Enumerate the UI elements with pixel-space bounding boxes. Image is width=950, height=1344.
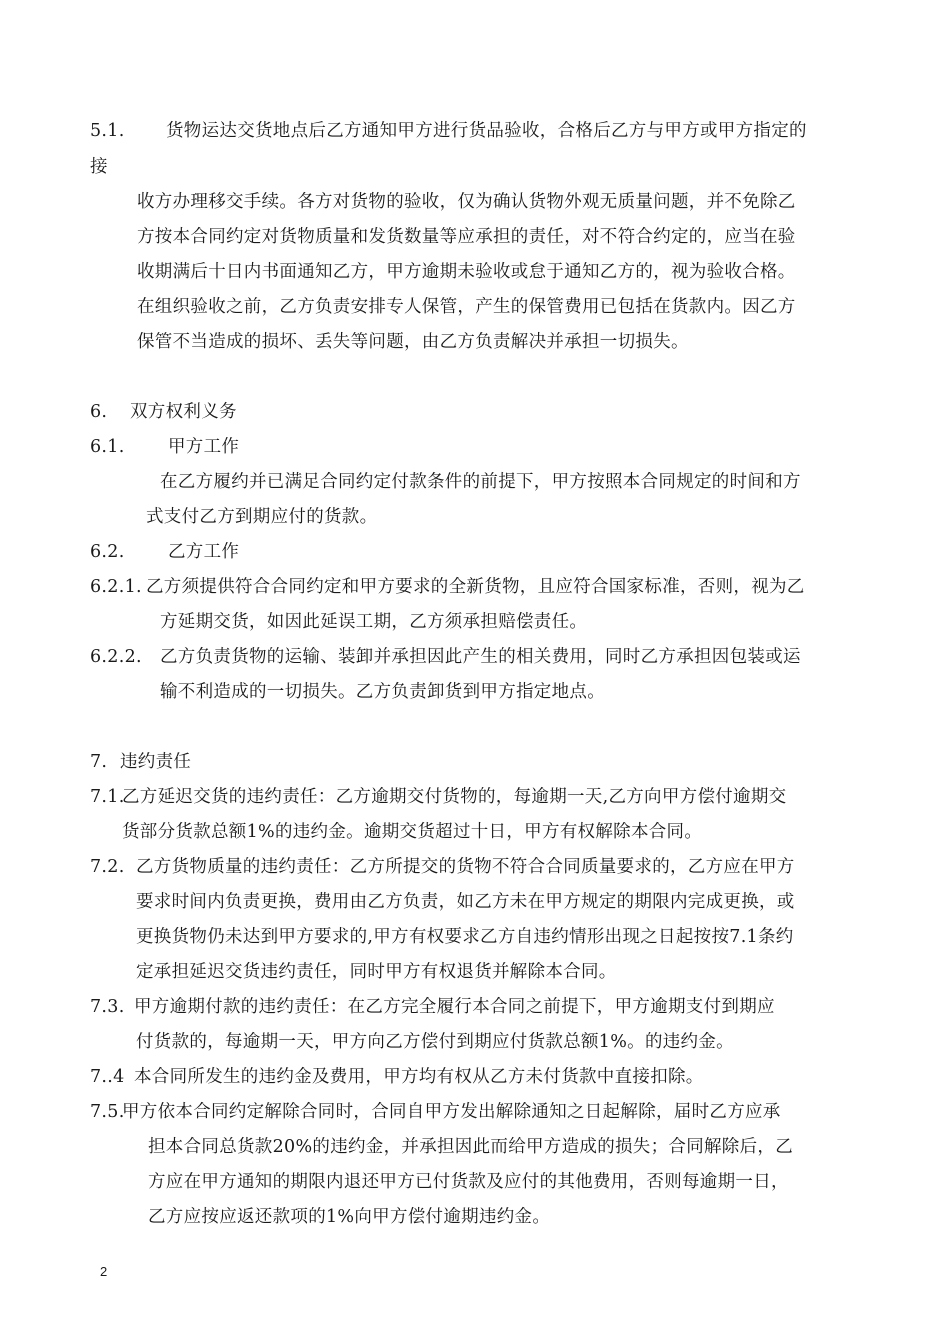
clause-7-5-line-4: 乙方应按应返还款项的1%向甲方偿付逾期违约金。: [148, 1207, 551, 1227]
clause-text: 乙方货物质量的违约责任：乙方所提交的货物不符合合同质量要求的，乙方应在甲方: [136, 857, 795, 877]
clause-7-2-line-2: 要求时间内负责更换，费用由乙方负责，如乙方未在甲方规定的期限内完成更换，或: [136, 892, 795, 912]
clause-6-1-line-2: 式支付乙方到期应付的货款。: [146, 507, 378, 527]
section-number: 7.: [90, 752, 108, 772]
clause-number: 5.1.: [90, 121, 125, 141]
section-number: 6.: [90, 402, 108, 422]
clause-number: 7.1.: [90, 787, 125, 807]
clause-7-3-line-2: 付货款的，每逾期一天，甲方向乙方偿付到期应付货款总额1%。的违约金。: [136, 1032, 734, 1052]
clause-5-1-line-5: 在组织验收之前，乙方负责安排专人保管，产生的保管费用已包括在货款内。因乙方: [137, 297, 796, 317]
clause-number: 7.3.: [90, 997, 125, 1017]
clause-number: 7..4: [90, 1067, 125, 1087]
clause-text: 乙方须提供符合合同约定和甲方要求的全新货物，且应符合国家标准，否则，视为乙: [146, 577, 805, 597]
clause-7-2-line-3: 更换货物仍未达到甲方要求的,甲方有权要求乙方自违约情形出现之日起按按7.1条约: [136, 927, 794, 947]
clause-number: 6.1.: [90, 437, 125, 457]
clause-number: 7.5.: [90, 1102, 125, 1122]
clause-7-5-line-2: 担本合同总货款20%的违约金，并承担因此而给甲方造成的损失；合同解除后，乙: [148, 1137, 793, 1157]
clause-text: 货物运达交货地点后乙方通知甲方进行货品验收，合格后乙方与甲方或甲方指定的: [166, 121, 807, 141]
clause-number: 6.2.1.: [90, 577, 142, 597]
clause-6-1-line-1: 在乙方履约并已满足合同约定付款条件的前提下，甲方按照本合同规定的时间和方: [160, 472, 801, 492]
section-title: 违约责任: [120, 752, 192, 772]
clause-title: 乙方工作: [168, 542, 240, 562]
clause-5-1-line-4: 收期满后十日内书面通知乙方，甲方逾期未验收或怠于通知乙方的，视为验收合格。: [137, 262, 796, 282]
clause-6-2-heading: [90, 544, 239, 562]
clause-7-4-line-1: [90, 1069, 704, 1087]
clause-6-2-1-line-1: [90, 579, 805, 597]
section-title: 双方权利义务: [130, 402, 237, 422]
clause-6-1-heading: [90, 439, 239, 457]
clause-7-3-line-1: [90, 999, 775, 1017]
clause-7-5-line-3: 方应在甲方通知的期限内退还甲方已付货款及应付的其他费用，否则每逾期一日，: [148, 1172, 789, 1192]
clause-text: 乙方延迟交货的违约责任：乙方逾期交付货物的，每逾期一天,乙方向甲方偿付逾期交: [122, 787, 787, 807]
page-number: 2: [100, 1264, 108, 1279]
clause-5-1-line-1: [90, 123, 807, 141]
clause-text: 甲方逾期付款的违约责任：在乙方完全履行本合同之前提下，甲方逾期支付到期应: [134, 997, 775, 1017]
clause-5-1-line-6: 保管不当造成的损坏、丢失等问题，由乙方负责解决并承担一切损失。: [137, 332, 689, 352]
section-6-heading: [90, 404, 237, 422]
section-7-heading: [90, 754, 191, 772]
clause-7-5-line-1: [90, 1104, 781, 1122]
clause-5-1-line-2: 收方办理移交手续。各方对货物的验收，仅为确认货物外观无质量问题，并不免除乙: [137, 192, 796, 212]
clause-number: 6.2.2.: [90, 647, 142, 667]
clause-text: 甲方依本合同约定解除合同时，合同自甲方发出解除通知之日起解除，届时乙方应承: [122, 1102, 781, 1122]
clause-6-2-2-line-1: [90, 649, 801, 667]
clause-title: 甲方工作: [168, 437, 240, 457]
clause-7-2-line-1: [90, 859, 795, 877]
clause-7-1-line-1: [90, 789, 786, 807]
clause-text: 本合同所发生的违约金及费用，甲方均有权从乙方未付货款中直接扣除。: [134, 1067, 704, 1087]
clause-text: 乙方负责货物的运输、装卸并承担因此产生的相关费用，同时乙方承担因包装或运: [160, 647, 801, 667]
clause-7-1-line-2: 货部分货款总额1%的违约金。逾期交货超过十日，甲方有权解除本合同。: [122, 822, 703, 842]
clause-5-1-line-1-wrap: 接: [90, 157, 108, 177]
clause-number: 7.2.: [90, 857, 125, 877]
clause-6-2-1-line-2: 方延期交货，如因此延误工期，乙方须承担赔偿责任。: [160, 612, 588, 632]
clause-number: 6.2.: [90, 542, 125, 562]
clause-7-2-line-4: 定承担延迟交货违约责任，同时甲方有权退货并解除本合同。: [136, 962, 617, 982]
clause-6-2-2-line-2: 输不利造成的一切损失。乙方负责卸货到甲方指定地点。: [160, 682, 605, 702]
clause-5-1-line-3: 方按本合同约定对货物质量和发货数量等应承担的责任，对不符合约定的，应当在验: [137, 227, 796, 247]
